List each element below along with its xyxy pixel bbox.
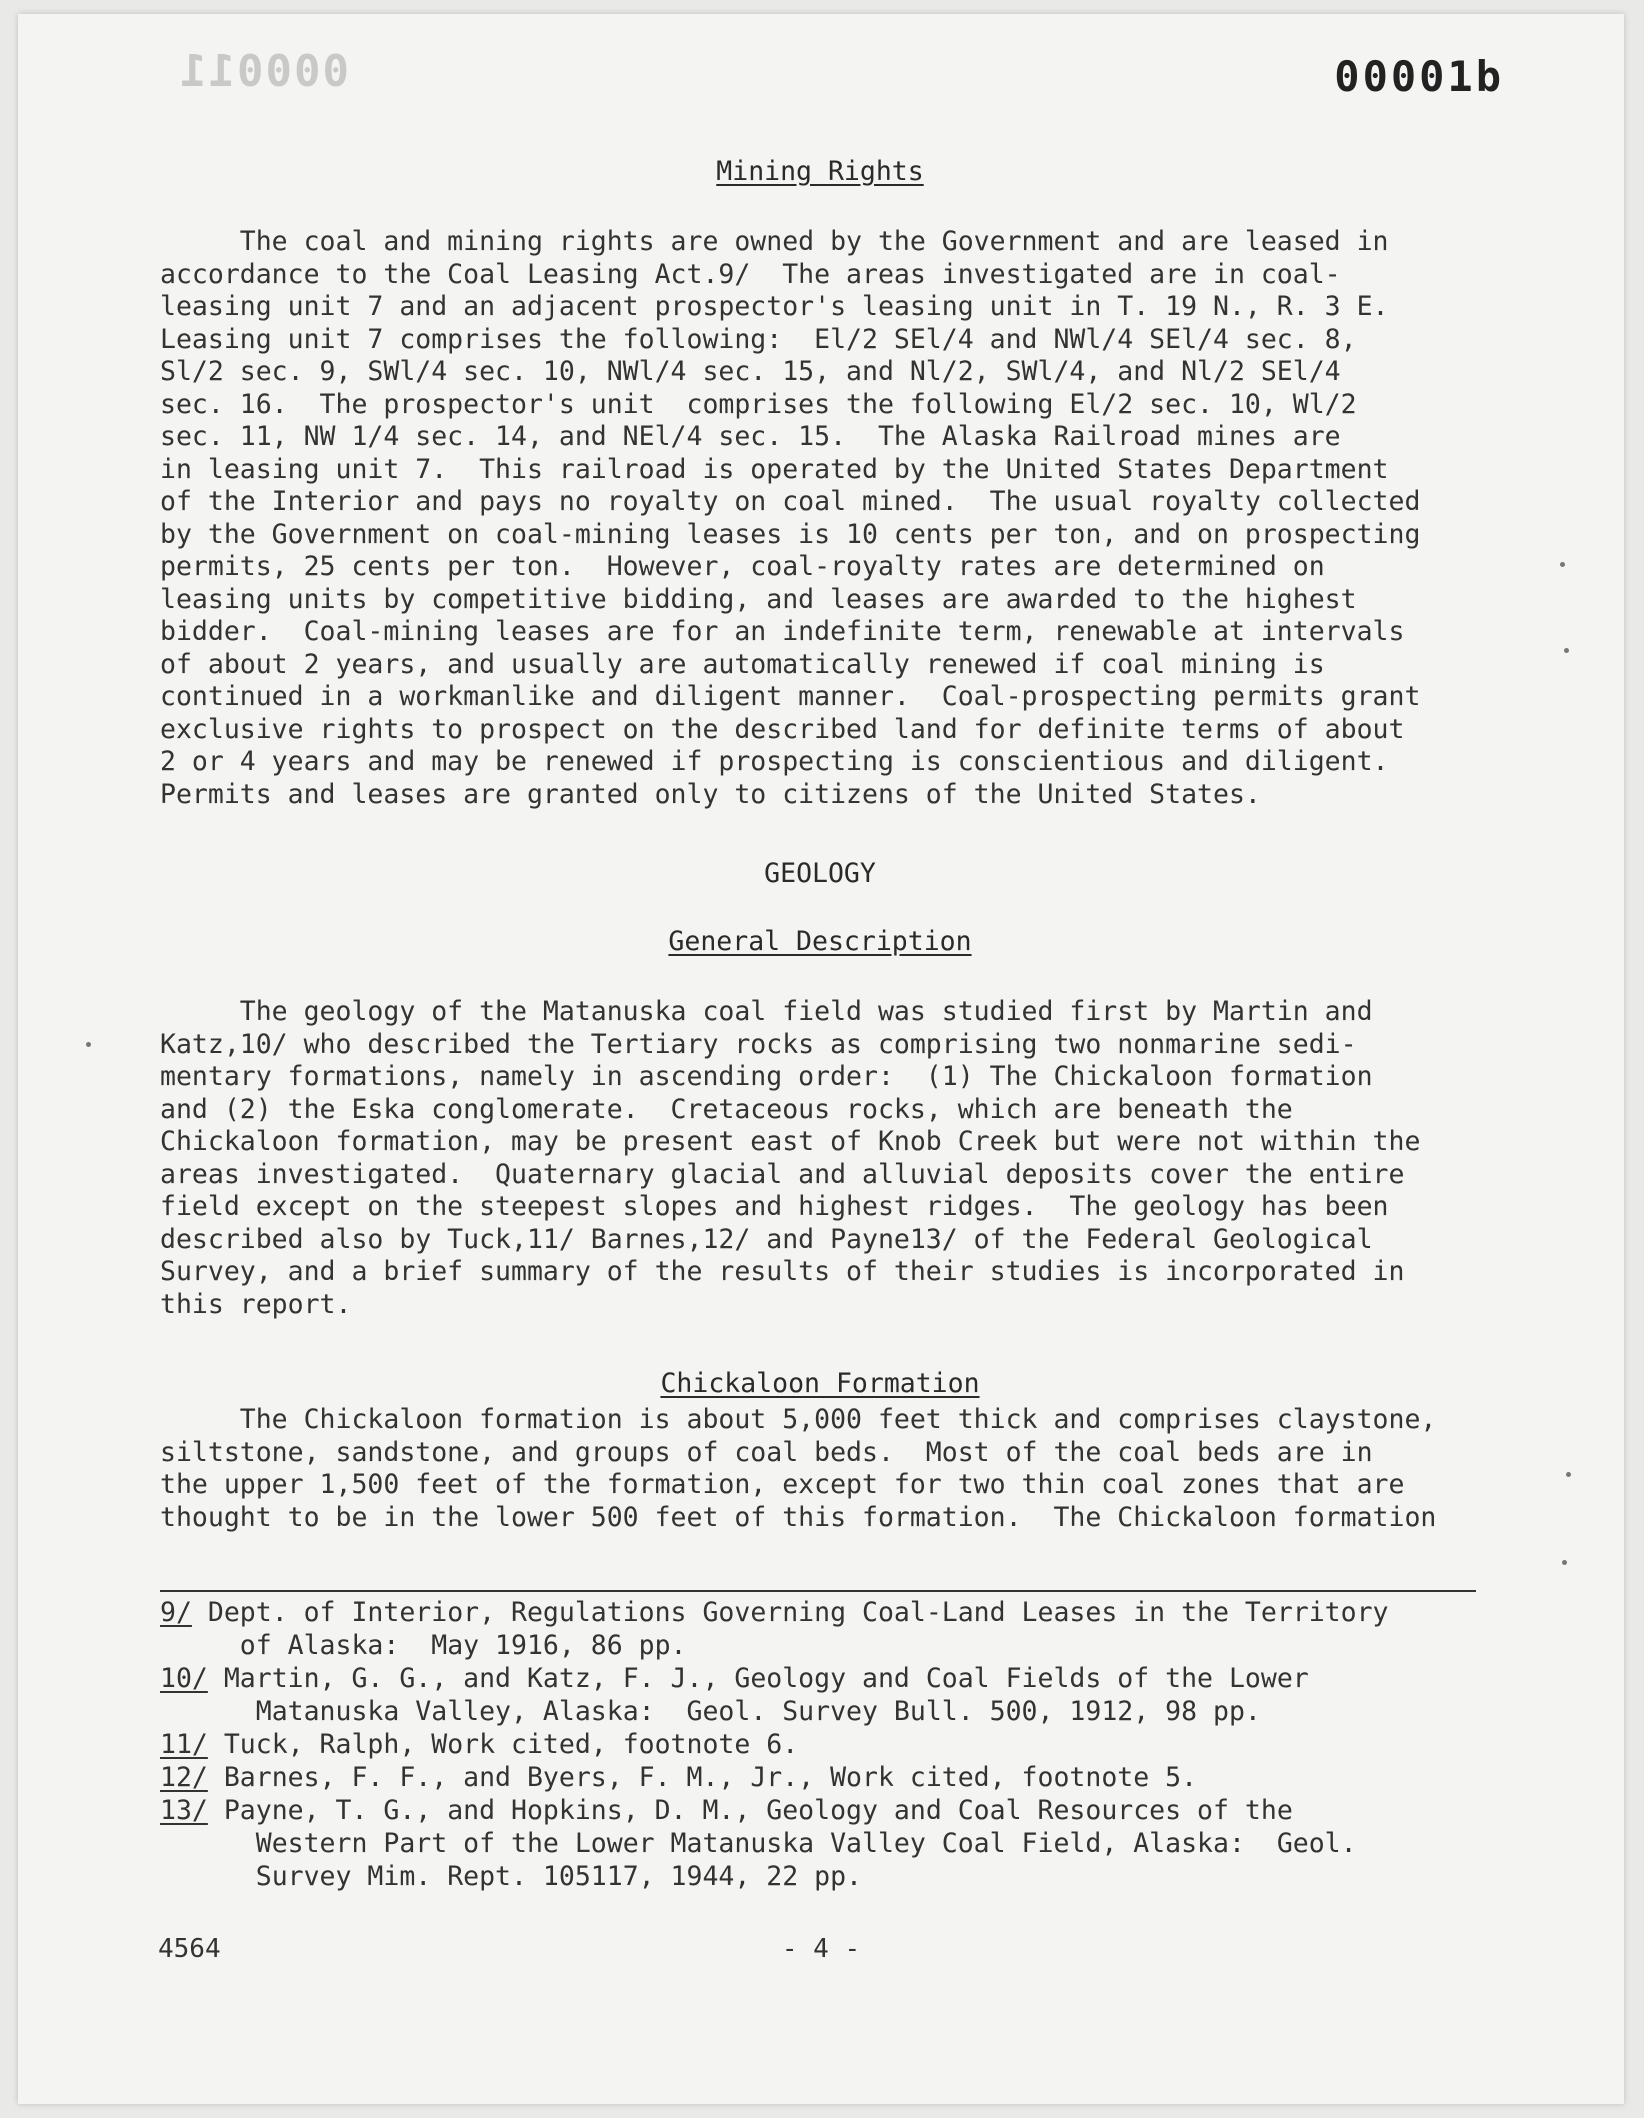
text-line: bidder. Coal-mining leases are for an indefinite term, renewable at intervals	[160, 616, 1405, 647]
footnote-text: Matanuska Valley, Alaska: Geol. Survey Bull. 500, 1912, 98 pp.	[207, 1696, 1261, 1727]
text-line: The coal and mining rights are owned by the Government and are leased in	[160, 226, 1389, 257]
text-line: The geology of the Matanuska coal field was studied first by Martin and	[160, 996, 1373, 1027]
footnote-mark: 9/	[160, 1597, 192, 1628]
geology-paragraph	[160, 996, 1480, 1321]
footnote-line	[160, 1794, 1480, 1827]
footnote-line	[160, 1629, 1480, 1662]
text-line: leasing units by competitive bidding, and leases are awarded to the highest	[160, 583, 1357, 615]
text-line: 2 or 4 years and may be renewed if prospecting is conscientious and diligent.	[160, 746, 1389, 777]
footnote-text: Western Part of the Lower Matanuska Valley Coal Field, Alaska: Geol.	[207, 1828, 1357, 1859]
footnote-line	[160, 1596, 1480, 1629]
text-line: sec. 16. The prospector's unit comprises the following El/2 sec. 10, Wl/2	[160, 388, 1357, 420]
text-line: continued in a workmanlike and diligent manner. Coal-prospecting permits grant	[160, 681, 1421, 712]
footnote-text: Payne, T. G., and Hopkins, D. M., Geology and Coal Resources of the	[207, 1795, 1293, 1826]
text-line: leasing unit 7 and an adjacent prospector's leasing unit in T. 19 N., R. 3 E.	[160, 291, 1389, 322]
footnote-line	[160, 1695, 1480, 1728]
text-line: Sl/2 sec. 9, SWl/4 sec. 10, NWl/4 sec. 15, and Nl/2, SWl/4, and Nl/2 SEl/4	[160, 356, 1341, 387]
text-line: of about 2 years, and usually are automatically renewed if coal mining is	[160, 648, 1325, 680]
text-line: The Chickaloon formation is about 5,000 feet thick and comprises claystone,	[160, 1404, 1437, 1435]
footnote-line	[160, 1761, 1480, 1794]
scan-speck	[1560, 562, 1565, 567]
scan-speck	[1562, 1560, 1567, 1565]
page-number: - 4 -	[781, 1934, 861, 1964]
chickaloon-heading: Chickaloon Formation	[660, 1368, 980, 1399]
geology-heading: GEOLOGY	[764, 858, 876, 889]
text-line: Leasing unit 7 comprises the following: El/2 SEl/4 and NWl/4 SEl/4 sec. 8,	[160, 323, 1357, 355]
job-number: 4564	[158, 1934, 221, 1964]
scan-speck	[86, 1042, 91, 1047]
text-line: Katz,10/ who described the Tertiary rocks as comprising two nonmarine sedi-	[160, 1028, 1357, 1060]
text-line: permits, 25 cents per ton. However, coal-royalty rates are determined on	[160, 551, 1325, 582]
footnote-text: Martin, G. G., and Katz, F. J., Geology and Coal Fields of the Lower	[207, 1663, 1309, 1694]
text-line: the upper 1,500 feet of the formation, except for two thin coal zones that are	[160, 1469, 1405, 1500]
text-line: by the Government on coal-mining leases is 10 cents per ton, and on prospecting	[160, 518, 1421, 550]
text-line: of the Interior and pays no royalty on coal mined. The usual royalty collected	[160, 486, 1421, 517]
text-line: Survey, and a brief summary of the results of their studies is incorporated in	[160, 1256, 1405, 1287]
footnote-line	[160, 1827, 1480, 1860]
text-line: described also by Tuck,11/ Barnes,12/ and Payne13/ of the Federal Geological	[160, 1223, 1373, 1255]
footnote-text: of Alaska: May 1916, 86 pp.	[191, 1630, 687, 1661]
text-line: exclusive rights to prospect on the described land for definite terms of about	[160, 713, 1405, 745]
footnote-mark: 13/	[160, 1795, 208, 1826]
footnote-text: Barnes, F. F., and Byers, F. M., Jr., Work cited, footnote 5.	[207, 1762, 1198, 1793]
general-description-heading: General Description	[668, 926, 972, 957]
footnote-mark: 12/	[160, 1762, 208, 1793]
text-line: accordance to the Coal Leasing Act.9/ The areas investigated are in coal-	[160, 258, 1341, 290]
text-line: siltstone, sandstone, and groups of coal beds. Most of the coal beds are in	[160, 1436, 1373, 1468]
footnote-divider	[160, 1590, 1476, 1592]
chickaloon-paragraph	[160, 1404, 1480, 1534]
footnote-mark: 10/	[160, 1663, 208, 1694]
footnote-mark: 11/	[160, 1729, 208, 1760]
footnote-text: Dept. of Interior, Regulations Governing Coal-Land Leases in the Territory	[191, 1597, 1389, 1628]
text-line: this report.	[160, 1288, 352, 1320]
document-page	[18, 14, 1624, 2104]
text-line: Permits and leases are granted only to citizens of the United States.	[160, 778, 1261, 810]
text-line: mentary formations, namely in ascending order: (1) The Chickaloon formation	[160, 1061, 1373, 1092]
footnote-line	[160, 1662, 1480, 1695]
footnote-text: Survey Mim. Rept. 105117, 1944, 22 pp.	[207, 1861, 863, 1892]
text-line: thought to be in the lower 500 feet of this formation. The Chickaloon formation	[160, 1501, 1437, 1533]
bleed-through-number: 000011	[178, 46, 349, 97]
text-line: sec. 11, NW 1/4 sec. 14, and NEl/4 sec. 15. The Alaska Railroad mines are	[160, 421, 1341, 452]
footnote-line	[160, 1728, 1480, 1761]
mining-rights-heading: Mining Rights	[716, 156, 924, 187]
text-line: and (2) the Eska conglomerate. Cretaceous rocks, which are beneath the	[160, 1093, 1293, 1125]
text-line: in leasing unit 7. This railroad is operated by the United States Department	[160, 453, 1389, 485]
scan-speck	[1564, 648, 1569, 653]
footnote-line	[160, 1860, 1480, 1893]
footnote-text: Tuck, Ralph, Work cited, footnote 6.	[207, 1729, 799, 1760]
text-line: Chickaloon formation, may be present east of Knob Creek but were not within the	[160, 1126, 1421, 1157]
page-identifier: 00001b	[1334, 52, 1504, 101]
text-line: field except on the steepest slopes and highest ridges. The geology has been	[160, 1191, 1389, 1222]
text-line: areas investigated. Quaternary glacial and alluvial deposits cover the entire	[160, 1158, 1405, 1190]
footnotes	[160, 1596, 1480, 1893]
scan-speck	[1566, 1472, 1571, 1477]
mining-rights-paragraph	[160, 226, 1480, 811]
